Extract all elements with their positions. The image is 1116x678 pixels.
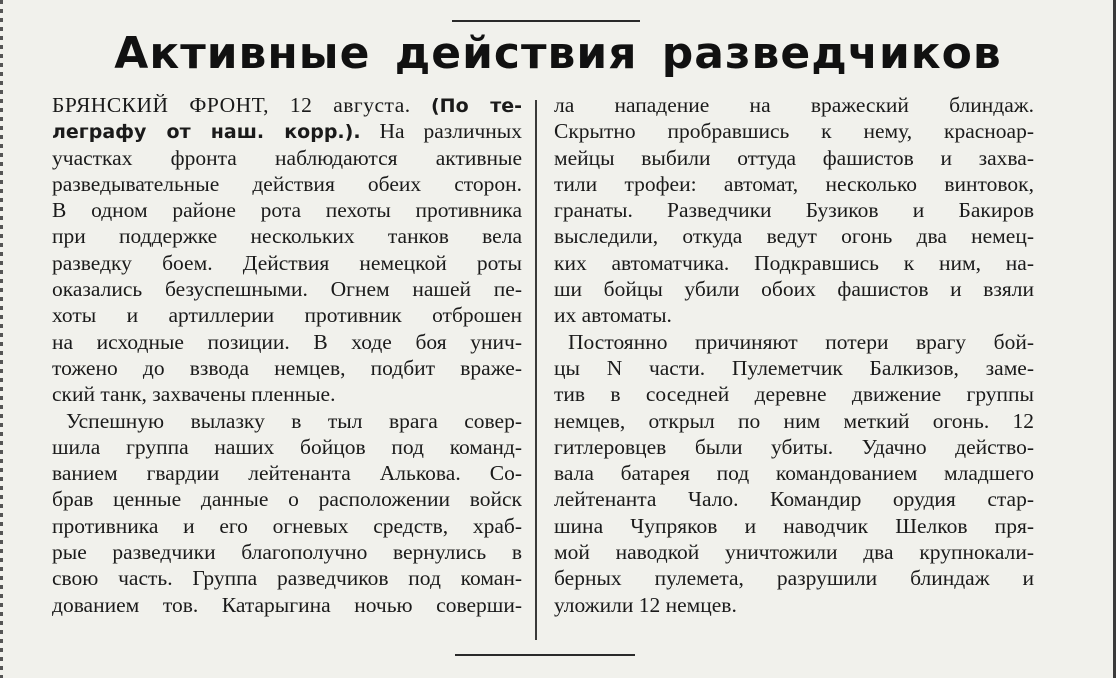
left-line-1 [52,92,522,118]
left-line-5: В одном районе рота пехоты противника [52,198,522,223]
body-text: На различных [379,119,522,144]
left-line-2 [52,118,522,144]
top-rule [452,20,640,22]
bottom-rule [455,654,635,656]
right-line-17: шина Чупряков и наводчик Шелков пря- [554,513,1034,538]
right-line-19: берных пулемета, разрушили блиндаж и [554,566,1034,591]
right-line-16: лейтенанта Чало. Командир орудия стар- [554,487,1034,512]
right-line-13: немцев, открыл по ним меткий огонь. 12 [554,408,1034,433]
left-line-8: оказались безуспешными. Огнем нашей пе- [52,277,522,302]
left-line-18: рые разведчики благополучно вернулись в [52,540,522,565]
right-line-4: тили трофеи: автомат, несколько винтовок, [554,171,1034,196]
left-line-17: противника и его огневых средств, храб- [52,513,522,538]
right-line-15: вала батарея под командованием младшего [554,461,1034,486]
right-line-10: Постоянно причиняют потери врагу бой- [568,329,1034,354]
right-line-7: ких автоматчика. Подкравшись к ним, на- [554,250,1034,275]
left-line-13: Успешную вылазку в тыл врага совер- [66,408,522,433]
left-line-6: при поддержке нескольких танков вела [52,224,522,249]
left-line-10: на исходные позиции. В ходе боя унич- [52,329,522,354]
left-line-11: тожено до взвода немцев, подбит враже- [52,355,522,380]
left-line-4: разведывательные действия обеих сторон. [52,171,522,196]
left-line-15: ванием гвардии лейтенанта Алькова. Со- [52,461,522,486]
left-line-19: свою часть. Группа разведчиков под коман- [52,566,522,591]
right-line-6: выследили, откуда ведут огонь два немец- [554,224,1034,249]
left-line-20: дованием тов. Катарыгина ночью соверши- [52,592,522,617]
credit-part-2: леграфу от наш. корр.). [52,121,361,144]
right-line-12: тив в соседней деревне движение группы [554,382,1034,407]
article-headline: Активные действия разведчиков [114,28,1002,79]
right-line-9: их автоматы. [554,303,672,328]
left-border-dots [0,0,3,678]
credit-part-1: (По те- [430,95,522,117]
right-line-2: Скрытно пробравшись к нему, красноар- [554,119,1034,144]
right-line-14: гитлеровцев были убиты. Удачно действо- [554,434,1034,459]
right-column [554,92,1034,618]
right-line-5: гранаты. Разведчики Бузиков и Бакиров [554,198,1034,223]
left-line-9: хоты и артиллерии противник отброшен [52,303,522,328]
column-divider [535,100,537,640]
left-line-3: участках фронта наблюдаются активные [52,145,522,170]
right-line-8: ши бойцы убили обоих фашистов и взяли [554,277,1034,302]
left-column [52,92,522,618]
right-line-20: уложили 12 немцев. [554,592,737,617]
left-line-16: брав ценные данные о расположении войск [52,487,522,512]
left-line-12: ский танк, захвачены пленные. [52,382,336,407]
left-line-7: разведку боем. Действия немецкой роты [52,250,522,275]
right-line-1: ла нападение на вражеский блиндаж. [554,93,1034,117]
right-line-11: цы N части. Пулеметчик Балкизов, заме- [554,355,1034,380]
dateline: БРЯНСКИЙ ФРОНТ, 12 августа. [52,93,411,117]
left-line-14: шила группа наших бойцов под команд- [52,434,522,459]
right-line-18: мой наводкой уничтожили два крупнокали- [554,540,1034,565]
right-line-3: мейцы выбили оттуда фашистов и захва- [554,145,1034,170]
